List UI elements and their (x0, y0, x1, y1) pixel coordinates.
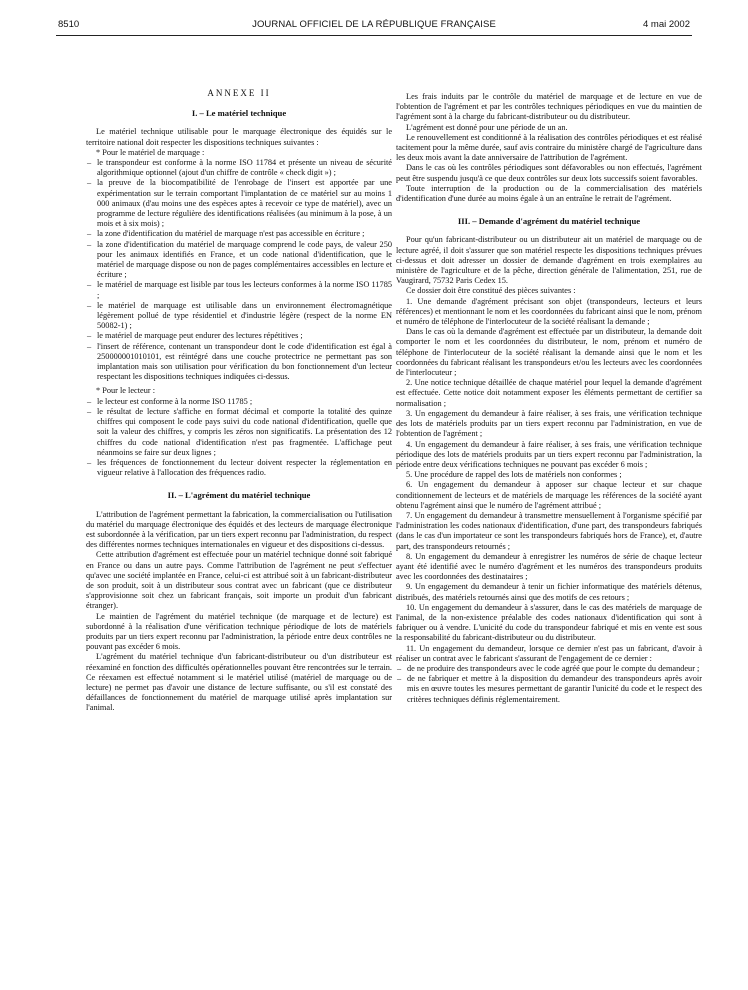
paragraph: Pour qu'un fabricant-distributeur ou un distributeur ait un matériel de marquage ou de lecture agréé, il doit s'assurer que son matériel respecte les dispositions techniques prévues ci-dessus et doit adresser un dossier de demande d'agrément en trois exemplaires au ministère de l'agriculture et de la pêche, direction générale de l'alimentation, 251, rue de Vaugirard, 75732 Paris Cedex 15. (396, 235, 702, 286)
issue-date: 4 mai 2002 (642, 19, 690, 30)
list-item: – de ne fabriquer et mettre à la disposition du demandeur des transpondeurs après avoir mis en œuvre toutes les mesures permettant de garantir l'unicité du code et le respect des critères techniques définis réglementairement. (396, 674, 702, 705)
paragraph: 5. Une procédure de rappel des lots de matériels non conformes ; (406, 470, 622, 480)
list (396, 664, 702, 705)
annexe-title: ANNEXE II (207, 88, 271, 98)
list-item: – le matériel de marquage peut endurer des lectures répétitives ; (86, 331, 392, 341)
journal-title: JOURNAL OFFICIEL DE LA RÉPUBLIQUE FRANÇAISE (252, 19, 496, 30)
subheading: * Pour le matériel de marquage : (86, 148, 392, 158)
paragraph: Cette attribution d'agrément est effectuée pour un matériel technique donné soit fabriqué en France ou dans un autre pays. Comme l'attribution de l'agrément ne peut s'effectuer qu'avec une société implantée en France, celui-ci est attribué soit à un fabricant-distributeur de son produit, soit à un distributeur sous contrat avec un fabricant (que ce distributeur s'approvisionne soit chez un fabricant français, soit importe un produit d'un fabricant étranger). (86, 550, 392, 611)
paragraph: 3. Un engagement du demandeur à faire réaliser, à ses frais, une vérification technique des lots de matériels produits par un tiers expert reconnu par l'administration, en vue de l'obtention de l'agrément ; (396, 408, 702, 439)
paragraph: 2. Une notice technique détaillée de chaque matériel pour lequel la demande d'agrément est effectuée. Cette notice doit notamment exposer les éléments permettant de certifier sa normalisation ; (396, 378, 702, 408)
paragraph: 6. Un engagement du demandeur à apposer sur chaque lecteur et sur chaque conditionnement de lecteurs et de matériels de marquage les références de la société ayant obtenu l'agrément ainsi que le numéro de l'agrément attribué ; (396, 480, 702, 510)
right-column (396, 92, 702, 705)
paragraph: 7. Un engagement du demandeur à transmettre mensuellement à l'organisme spécifié par l'administration les codes nationaux d'identification, d'une part, des transpondeurs fabriqués (dans le cas d'un importateur ce sont les transpondeurs fabriqués hors de France), et, d'autre part, des transpondeurs retournés ; (396, 510, 702, 551)
paragraph: 1. Une demande d'agrément précisant son objet (transpondeurs, lecteurs et leurs références) et mentionnant le nom et les coordonnées du fabricant ainsi que le nom, prénom et numéro de téléphone de l'interlocuteur de la société réalisant la demande ; (396, 296, 702, 327)
paragraph: Le matériel technique utilisable pour le marquage électronique des équidés sur le territoire national doit respecter les dispositions techniques suivantes : (86, 127, 392, 147)
paragraph: Dans le cas où les contrôles périodiques sont défavorables ou non effectués, l'agrément peut être suspendu jusqu'à ce que deux contrôles sur deux lots successifs soient favorables. (396, 163, 702, 183)
paragraph: 8. Un engagement du demandeur à enregistrer les numéros de série de chaque lecteur ayant été identifié avec le numéro d'agrément et les numéros des transpondeurs produits avec les coordonnées des destinataires ; (396, 551, 702, 582)
list-item: – le transpondeur est conforme à la norme ISO 11784 et présente un niveau de sécurité algorithmique optionnel (ajout d'un chiffre de contrôle « check digit ») ; (86, 158, 392, 178)
list-item: – le matériel de marquage est lisible par tous les lecteurs conformes à la norme ISO 11785 ; (86, 280, 392, 300)
section-heading: II. – L'agrément du matériel technique (167, 490, 311, 501)
list-item: – la preuve de la biocompatibilité de l'enrobage de l'insert est apportée par une expérimentation sur le terrain comportant l'implantation de ce matériel sur au moins 1 000 animaux (d'au moins une des espèces aptes à recevoir ce type de matériel), avec un programme de lecture régulière des identifications réalisées (au minimum à la pose, à un mois et à six mois) ; (86, 178, 392, 229)
paragraph: Toute interruption de la production ou de la commercialisation des matériels d'identification d'une durée au moins égale à un an entraîne le retrait de l'agrément. (396, 183, 702, 204)
list-item: – la zone d'identification du matériel de marquage n'est pas accessible en écriture ; (86, 229, 392, 239)
list (86, 397, 392, 479)
page-header (56, 17, 692, 36)
list-item: – de ne produire des transpondeurs avec le code agréé que pour le compte du demandeur ; (396, 664, 702, 674)
list-item: – le matériel de marquage est utilisable dans un environnement électromagnétique légèrement pollué de type résidentiel et d'industrie légère (respect de la norme EN 50082-1) ; (86, 301, 392, 332)
list (86, 158, 392, 382)
paragraph: L'attribution de l'agrément permettant la fabrication, la commercialisation ou l'utilisation du matériel du marquage électronique des équidés et des lecteurs de marquage électronique est subordonnée à la vérification, par un tiers expert reconnu par l'administration, du respect des différentes normes techniques internationales en vigueur et des dispositions ci-dessus. (86, 509, 392, 550)
paragraph: 10. Un engagement du demandeur à s'assurer, dans le cas des matériels de marquage de l'animal, de la non-existence préalable des codes nationaux d'identification qui sont à fabriquer ou à vendre. L'unicité du code du transpondeur fabriqué et mis en vente est sous la responsabilité du fabricant-distributeur ou du distributeur. (396, 602, 702, 643)
list-item: – le lecteur est conforme à la norme ISO 11785 ; (86, 397, 392, 407)
paragraph: L'agrément est donné pour une période de un an. (406, 122, 568, 132)
paragraph: Les frais induits par le contrôle du matériel de marquage et de lecture en vue de l'obtention de l'agrément et par les contrôles techniques périodiques en vue du maintien de l'agrément sont à la charge du fabricant-distributeur ou du distributeur. (396, 92, 702, 122)
list-item: – l'insert de référence, contenant un transpondeur dont le code d'identification est égal à 250000001010101, est réintégré dans une couche protectrice ne permettant pas son implantation mais son utilisation pour vérification du bon fonctionnement d'un lecteur respectant les dispositions techniques indiquées ci-dessus. (86, 342, 392, 383)
left-column (86, 88, 392, 714)
paragraph: Dans le cas où la demande d'agrément est effectuée par un distributeur, la demande doit comporter le nom et les coordonnées du distributeur, le nom, prénom et numéro de téléphone de l'interlocuteur de la société réalisant la demande ainsi que le nom et les coordonnées du fabricant réalisant les transpondeurs et/ou les lecteurs avec les coordonnées de l'interlocuteur ; (396, 327, 702, 378)
paragraph: L'agrément du matériel technique d'un fabricant-distributeur ou d'un distributeur est réexaminé en fonction des difficultés opérationnelles pouvant être rencontrées sur le terrain. Ce réexamen est effectué notamment si le matériel utilisé (matériel de marquage ou de lecture) ne permet pas d'avoir une distance de lecture suffisante, ou s'il est constaté des défaillances de fonctionnement du matériel de marquage utilisé après implantation sur l'animal. (86, 652, 392, 713)
list-item: – les fréquences de fonctionnement du lecteur doivent respecter la réglementation en vigueur relative à l'allocation des fréquences radio. (86, 458, 392, 478)
paragraph: 9. Un engagement du demandeur à tenir un fichier informatique des matériels détenus, distribués, des matériels retournés ainsi que des motifs de ces retours ; (396, 582, 702, 602)
paragraph: 4. Un engagement du demandeur à faire réaliser, à ses frais, une vérification technique périodique des lots de matériels produits par un tiers expert reconnu par l'administration, la période entre deux vérifications techniques ne pouvant pas excéder 6 mois ; (396, 439, 702, 469)
section-heading: I. – Le matériel technique (191, 108, 287, 119)
paragraph: Le maintien de l'agrément du matériel technique (de marquage et de lecture) est subordonné à la réalisation d'une vérification technique périodique de lots de matériels produits par un tiers expert reconnu par l'administration, la période entre deux contrôles ne pouvant pas excéder 6 mois. (86, 611, 392, 652)
paragraph: Ce dossier doit être constitué des pièces suivantes : (406, 286, 576, 296)
paragraph: 11. Un engagement du demandeur, lorsque ce dernier n'est pas un fabricant, d'avoir à réaliser un contrat avec le fabricant s'assurant de l'engagement de ce dernier : (396, 643, 702, 663)
subheading: * Pour le lecteur : (86, 386, 392, 396)
list-item: – la zone d'identification du matériel de marquage comprend le code pays, de valeur 250 pour les animaux identifiés en France, et un code national d'identification, que le matériel de marquage dispose ou non de pages complémentaires accessibles en lecture et écriture ; (86, 240, 392, 281)
paragraph: Le renouvellement est conditionné à la réalisation des contrôles périodiques et est réalisé tacitement pour la même durée, sauf avis contraire du ministère chargé de l'agriculture dans les deux mois avant la date anniversaire de l'attribution de l'agrément. (396, 132, 702, 163)
section-heading: III. – Demande d'agrément du matériel technique (457, 216, 641, 227)
list-item: – le résultat de lecture s'affiche en format décimal et comporte la totalité des quinze chiffres qui composent le code pays suivi du code national d'identification, quelle que soit la valeur des chiffres, y compris les zéros non significatifs. La présentation des 12 chiffres du code national d'identification n'est pas fragmentée. L'affichage peut néanmoins se faire sur deux lignes ; (86, 407, 392, 458)
page-number: 8510 (58, 19, 80, 30)
